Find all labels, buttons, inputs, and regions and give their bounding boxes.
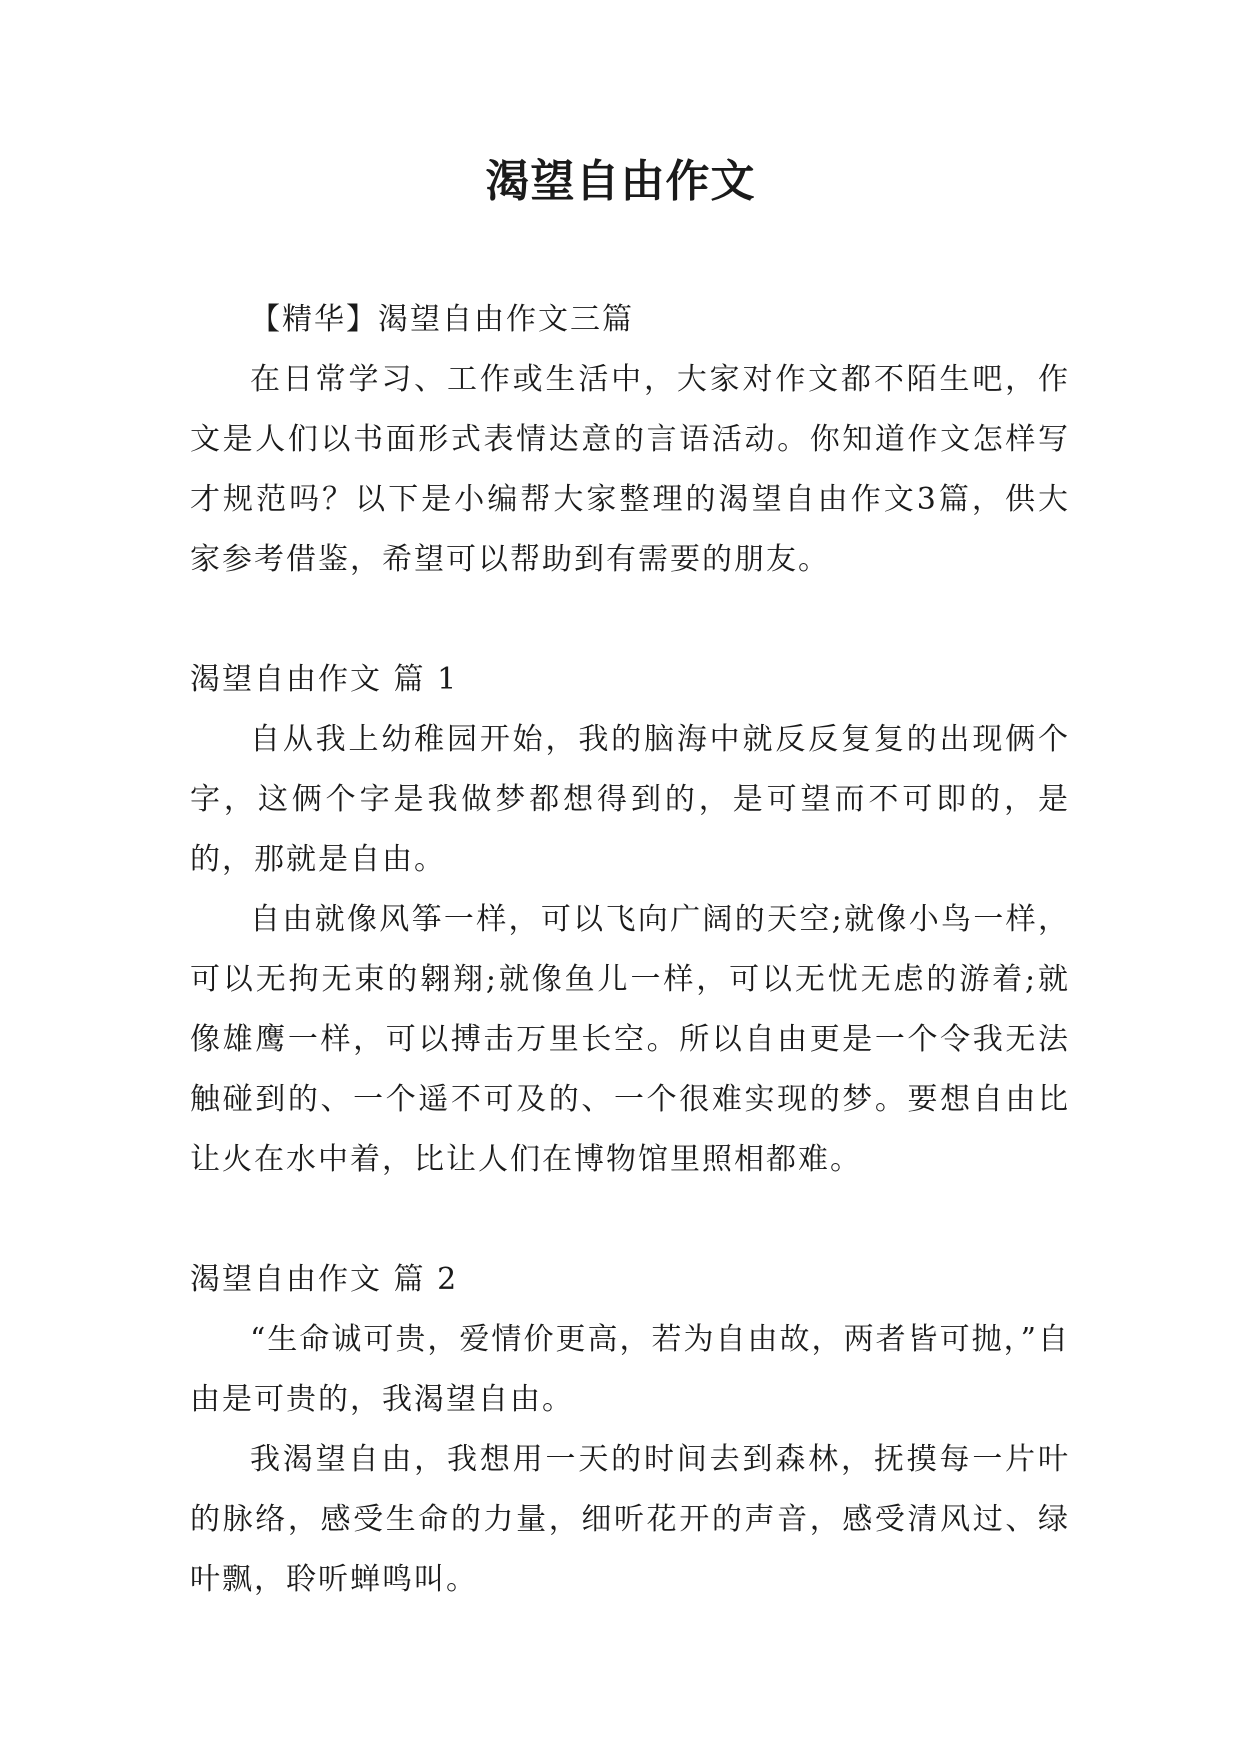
section-spacer: [190, 590, 1070, 650]
intro-heading: 【精华】渴望自由作文三篇: [250, 302, 634, 337]
section-2-paragraph-1: “生命诚可贵，爱情价更高，若为自由故，两者皆可抛，”自由是可贵的，我渴望自由。: [190, 1322, 1070, 1417]
document-body: [190, 290, 1070, 1610]
document-title: 渴望自由作文: [485, 156, 756, 207]
section-1-paragraph-1: 自从我上幼稚园开始，我的脑海中就反反复复的出现俩个字，这俩个字是我做梦都想得到的，是可望而不可即的，是的，那就是自由。: [190, 722, 1070, 877]
section-2-paragraph-2: 我渴望自由，我想用一天的时间去到森林，抚摸每一片叶的脉络，感受生命的力量，细听花开的声音，感受清风过、绿叶飘，聆听蝉鸣叫。: [190, 1442, 1070, 1597]
intro-paragraph: 在日常学习、工作或生活中，大家对作文都不陌生吧，作文是人们以书面形式表情达意的言语活动。你知道作文怎样写才规范吗？以下是小编帮大家整理的渴望自由作文3篇，供大家参考借鉴，希望可以帮助到有需要的朋友。: [190, 362, 1070, 577]
section-1-paragraph-2: 自由就像风筝一样，可以飞向广阔的天空;就像小鸟一样，可以无拘无束的翱翔;就像鱼儿一样，可以无忧无虑的游着;就像雄鹰一样，可以搏击万里长空。所以自由更是一个令我无法触碰到的、一个遥不可及的、一个很难实现的梦。要想自由比让火在水中着，比让人们在博物馆里照相都难。: [190, 902, 1070, 1177]
section-spacer: [190, 1190, 1070, 1250]
section-heading-1: 渴望自由作文 篇 1: [190, 662, 459, 697]
section-heading-2: 渴望自由作文 篇 2: [190, 1262, 459, 1297]
